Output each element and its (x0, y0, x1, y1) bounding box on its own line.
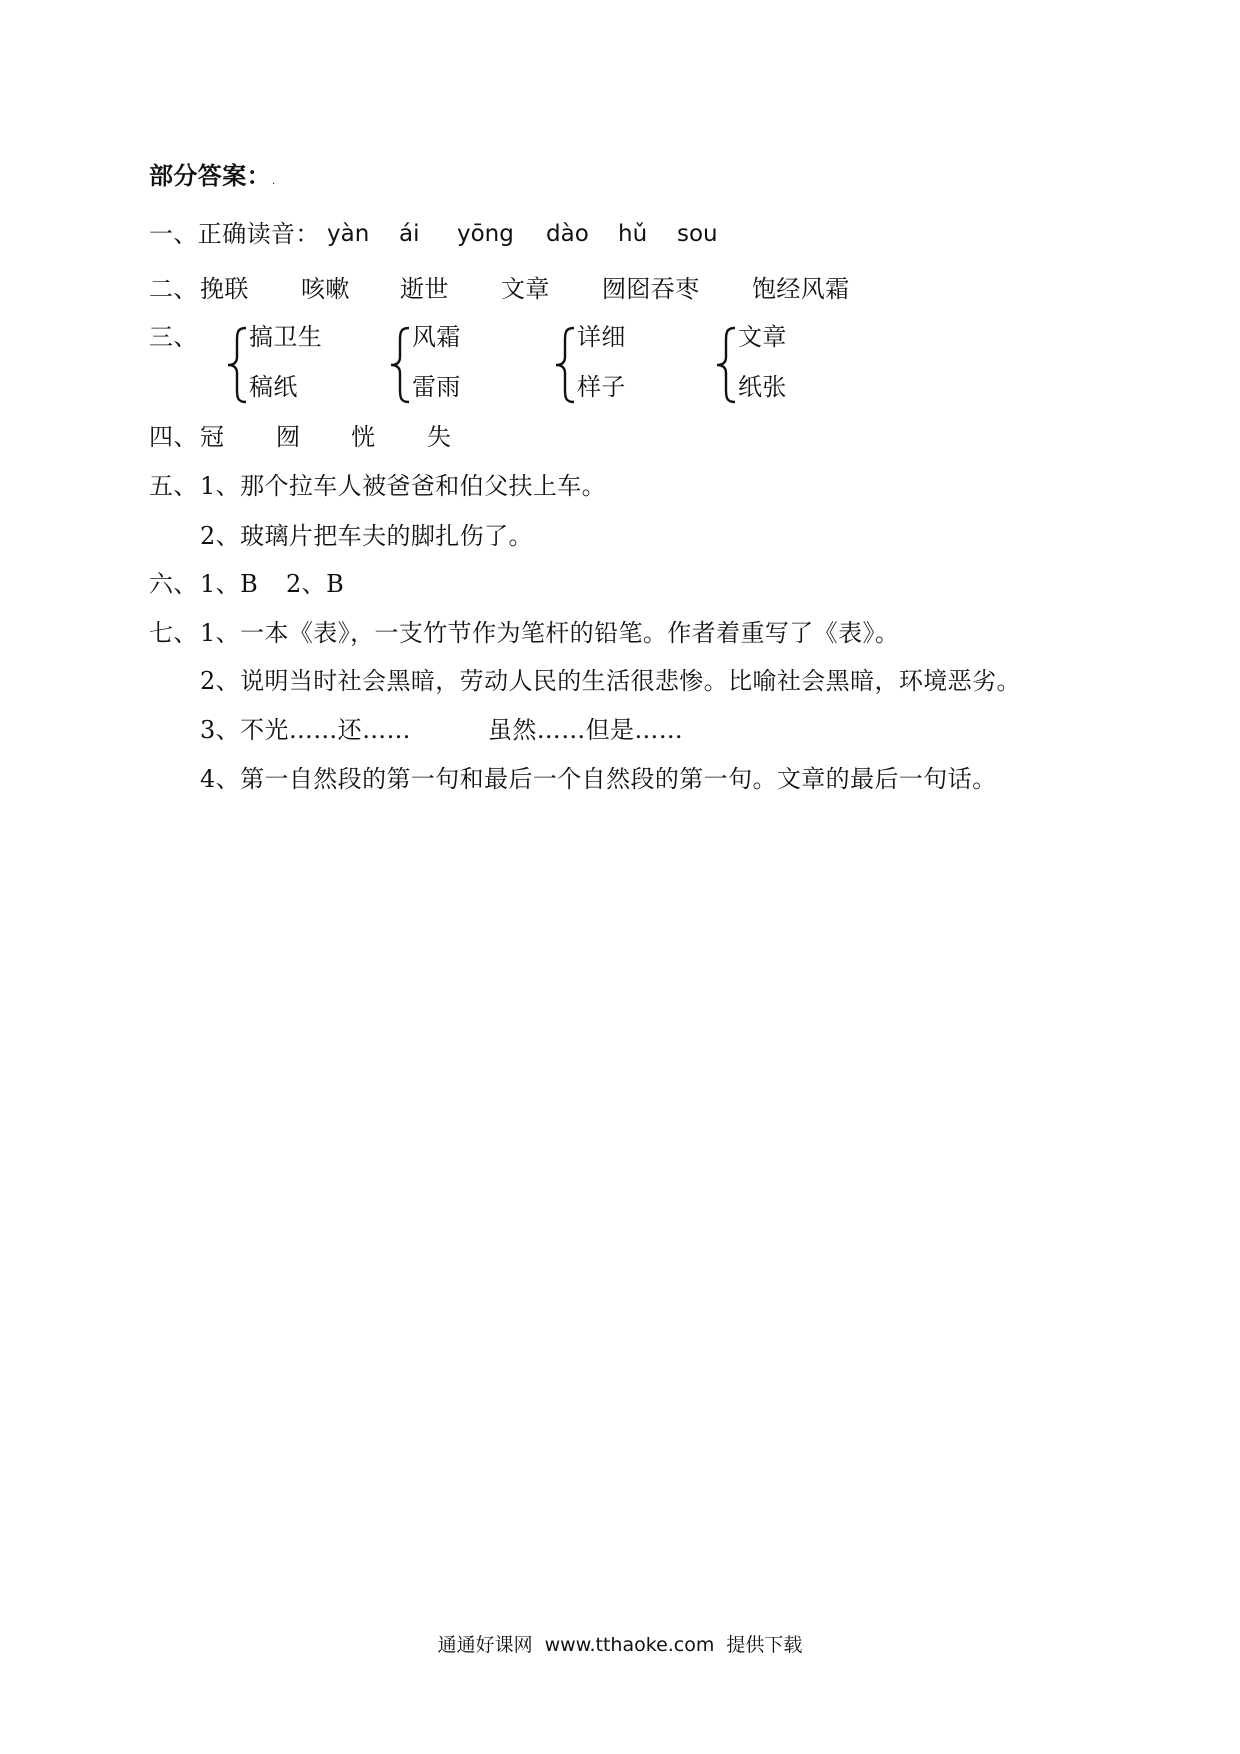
answer-text: 4、第一自然段的第一句和最后一个自然段的第一句。文章的最后一句话。 (200, 765, 997, 793)
word-item: 文章 (501, 275, 550, 303)
word-item: 逝世 (400, 275, 449, 303)
brace-item-bottom: 稿纸 (249, 373, 298, 401)
question-3-label: 三、 (149, 323, 198, 351)
curly-brace-icon (388, 326, 412, 404)
pinyin-item: sou (677, 221, 718, 247)
brace-item-top: 搞卫生 (249, 323, 323, 351)
brace-group (225, 322, 375, 408)
question-5-line-1 (0, 471, 1240, 501)
char-item: 冠 (200, 423, 225, 451)
char-item: 囫 (276, 423, 301, 451)
answer-text: 1、B (200, 570, 259, 598)
question-7-line-4 (0, 764, 1240, 794)
answer-text: 虽然……但是…… (488, 716, 684, 744)
curly-brace-icon (225, 326, 249, 404)
brace-group (553, 322, 703, 408)
question-5-line-2 (0, 521, 1240, 551)
page-title: 部分答案： (149, 161, 271, 190)
question-6-line (0, 569, 1240, 599)
brace-item-bottom: 雷雨 (412, 373, 461, 401)
brace-item-bottom: 样子 (577, 373, 626, 401)
question-4-line (0, 422, 1240, 452)
answer-text: 3、不光……还…… (200, 716, 411, 744)
word-item: 囫囵吞枣 (602, 275, 700, 303)
question-5-label: 五、 (149, 472, 198, 500)
brace-group (714, 322, 864, 408)
question-1-line (0, 219, 1240, 249)
curly-brace-icon (714, 326, 738, 404)
char-item: 失 (427, 423, 452, 451)
answer-text: 2、玻璃片把车夫的脚扎伤了。 (200, 522, 533, 550)
question-2-label: 二、 (149, 275, 198, 303)
word-item: 挽联 (200, 275, 249, 303)
question-7-label: 七、 (149, 619, 198, 647)
question-6-label: 六、 (149, 570, 198, 598)
answer-text: 2、B (286, 570, 345, 598)
question-2-line (0, 274, 1240, 304)
title-mark: . (272, 176, 276, 187)
pinyin-item: dào (546, 221, 589, 247)
question-7-line-1 (0, 618, 1240, 648)
pinyin-item: ái (399, 221, 420, 247)
brace-group (388, 322, 538, 408)
char-item: 恍 (351, 423, 376, 451)
brace-item-top: 风霜 (412, 323, 461, 351)
brace-item-top: 文章 (738, 323, 787, 351)
answer-text: 1、那个拉车人被爸爸和伯父扶上车。 (200, 472, 607, 500)
question-7-line-3 (0, 715, 1240, 745)
pinyin-item: hǔ (618, 221, 648, 247)
word-item: 饱经风霜 (752, 275, 850, 303)
answer-text: 2、说明当时社会黑暗，劳动人民的生活很悲惨。比喻社会黑暗，环境恶劣。 (200, 667, 1021, 695)
word-item: 咳嗽 (301, 275, 350, 303)
brace-item-top: 详细 (577, 323, 626, 351)
answer-title-line (0, 161, 1240, 191)
pinyin-item: yàn (327, 221, 370, 247)
curly-brace-icon (553, 326, 577, 404)
brace-item-bottom: 纸张 (738, 373, 787, 401)
question-4-label: 四、 (149, 423, 198, 451)
question-1-label: 一、正确读音： (149, 220, 320, 248)
question-7-line-2 (0, 666, 1240, 696)
answer-text: 1、一本《表》，一支竹节作为笔杆的铅笔。作者着重写了《表》。 (200, 619, 900, 647)
page-footer: 通通好课网 www.tthaoke.com 提供下载 (437, 1634, 803, 1656)
pinyin-item: yōng (457, 221, 514, 247)
